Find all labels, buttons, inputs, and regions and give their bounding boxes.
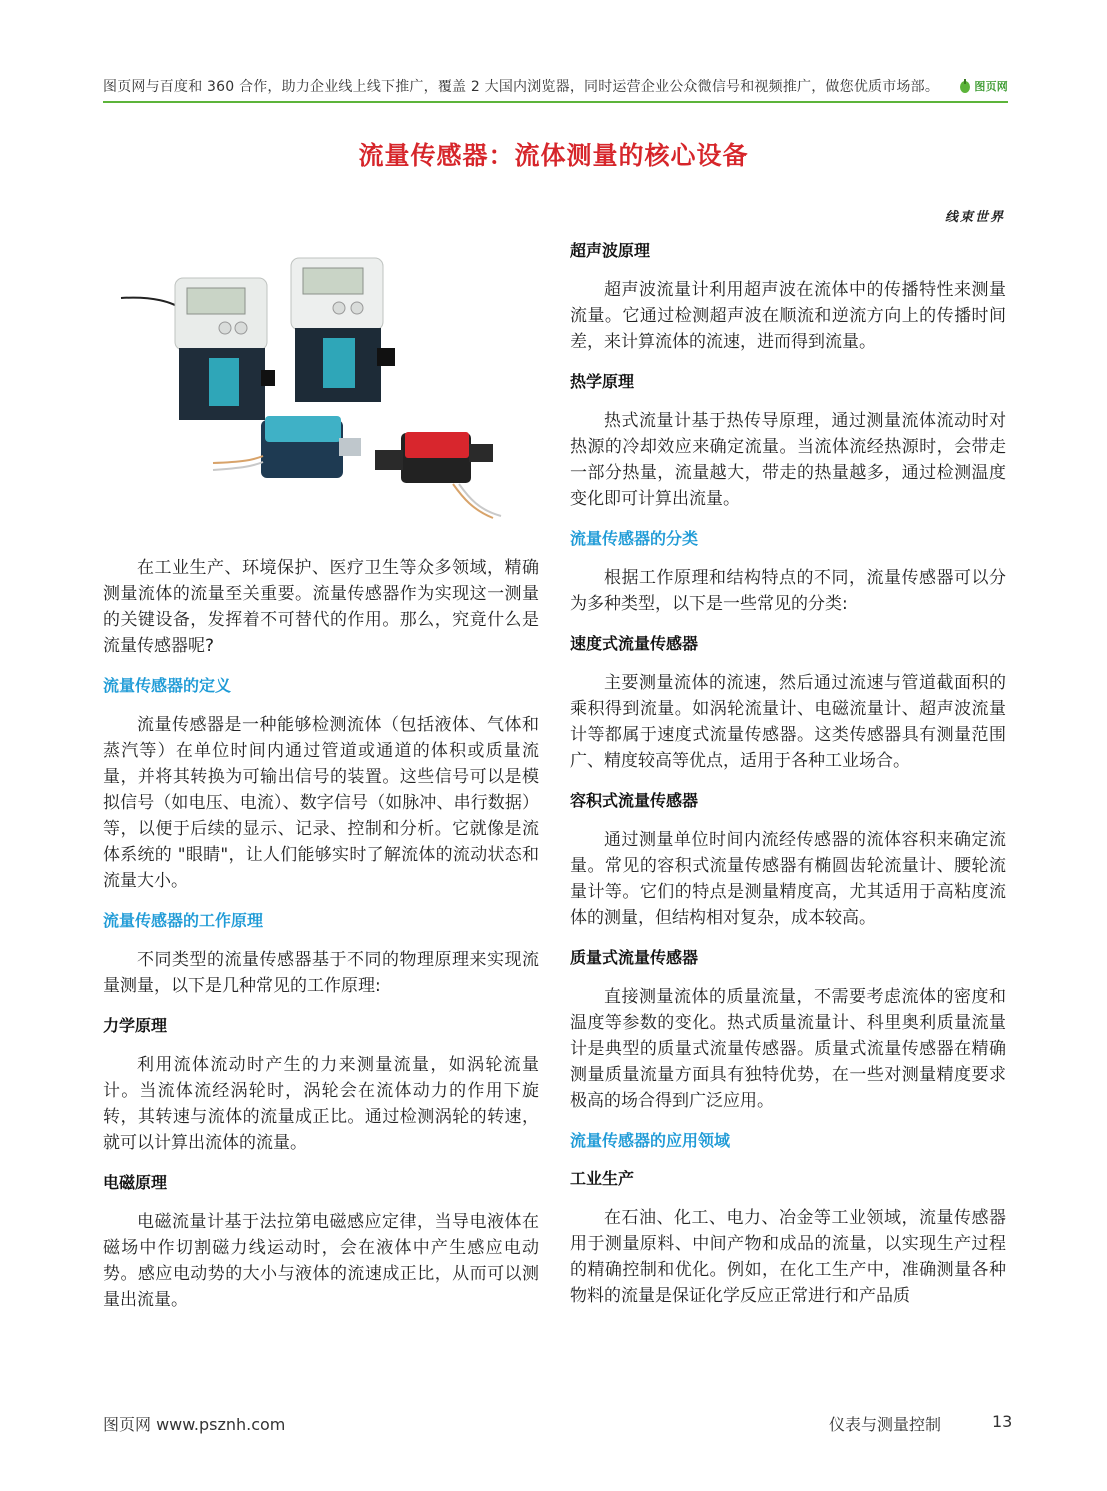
industry-paragraph: 在石油、化工、电力、冶金等工业领域，流量传感器用于测量原料、中间产物和成品的流量，以实现生产过程的精确控制和优化。例如，在化工生产中，准确测量各种物料的流量是保证化学反应正常进行和产品质	[570, 1208, 1006, 1306]
section-heading-application: 流量传感器的应用领域	[570, 1131, 731, 1150]
ultrasonic-paragraph: 超声波流量计利用超声波在流体中的传播特性来测量流量。它通过检测超声波在顺流和逆流方向上的传播时间差，来计算流体的流速，进而得到流量。	[570, 280, 1006, 352]
classification-intro-paragraph: 根据工作原理和结构特点的不同，流量传感器可以分为多种类型，以下是一些常见的分类:	[570, 568, 1006, 614]
left-column	[103, 555, 539, 1328]
header-rule	[103, 101, 1008, 103]
subheading-ultrasonic: 超声波原理	[570, 241, 651, 260]
leaf-logo-icon	[958, 78, 972, 94]
mass-paragraph: 直接测量流体的质量流量，不需要考虑流体的密度和温度等参数的变化。热式质量流量计、科里奥利质量流量计是典型的质量式流量传感器。质量式流量传感器在精确测量质量流量方面具有独特优势，在一些对测量精度要求极高的场合得到广泛应用。	[570, 987, 1006, 1111]
thermal-paragraph: 热式流量计基于热传导原理，通过测量流体流动时对热源的冷却效应来确定流量。当流体流经热源时，会带走一部分热量，流量越大，带走的热量越多，通过检测温度变化即可计算出流量。	[570, 411, 1006, 509]
section-heading-principle: 流量传感器的工作原理	[103, 911, 264, 930]
velocity-paragraph: 主要测量流体的流速，然后通过流速与管道截面积的乘积得到流量。如涡轮流量计、电磁流量计、超声波流量计等都属于速度式流量传感器。这类传感器具有测量范围广、精度较高等优点，适用于各种工业场合。	[570, 673, 1006, 771]
volumetric-paragraph: 通过测量单位时间内流经传感器的流体容积来确定流量。常见的容积式流量传感器有椭圆齿轮流量计、腰轮流量计等。它们的特点是测量精度高，尤其适用于高粘度流体的测量，但结构相对复杂，成本较高。	[570, 830, 1006, 928]
subheading-mass: 质量式流量传感器	[570, 948, 699, 967]
mechanical-paragraph: 利用流体流动时产生的力来测量流量，如涡轮流量计。当流体流经涡轮时，涡轮会在流体动力的作用下旋转，其转速与流体的流量成正比。通过检测涡轮的转速，就可以计算出流体的流量。	[103, 1055, 539, 1153]
logo-text: 图页网	[974, 80, 1008, 93]
top-banner	[103, 76, 1008, 100]
subheading-industry: 工业生产	[570, 1169, 635, 1188]
banner-text: 图页网与百度和 360 合作，助力企业线上线下推广，覆盖 2 大国内浏览器，同时运营企业公众微信号和视频推广，做您优质市场部。	[103, 79, 940, 95]
subheading-velocity: 速度式流量传感器	[570, 634, 699, 653]
subheading-thermal: 热学原理	[570, 372, 635, 391]
principle-intro-paragraph: 不同类型的流量传感器基于不同的物理原理来实现流量测量，以下是几种常见的工作原理:	[103, 950, 539, 996]
subheading-volumetric: 容积式流量传感器	[570, 791, 699, 810]
section-heading-definition: 流量传感器的定义	[103, 676, 232, 695]
intro-paragraph: 在工业生产、环境保护、医疗卫生等众多领域，精确测量流体的流量至关重要。流量传感器作为实现这一测量的关键设备，发挥着不可替代的作用。那么，究竟什么是流量传感器呢?	[103, 558, 539, 656]
footer-journal-name: 仪表与测量控制	[829, 1415, 942, 1434]
subheading-electromagnetic: 电磁原理	[103, 1173, 168, 1192]
footer-site-link[interactable]: 图页网 www.psznh.com	[103, 1415, 286, 1434]
article-title: 流量传感器：流体测量的核心设备	[358, 141, 749, 170]
subheading-mechanical: 力学原理	[103, 1016, 168, 1035]
section-heading-classification: 流量传感器的分类	[570, 529, 699, 548]
right-column	[570, 239, 1006, 1324]
page-number: 13	[992, 1412, 1013, 1431]
article-author: 线束世界	[944, 210, 1005, 225]
flow-sensor-photo	[113, 248, 530, 528]
electromagnetic-paragraph: 电磁流量计基于法拉第电磁感应定律，当导电液体在磁场中作切割磁力线运动时，会在液体中产生感应电动势。感应电动势的大小与液体的流速成正比，从而可以测量出流量。	[103, 1212, 539, 1310]
definition-paragraph: 流量传感器是一种能够检测流体（包括液体、气体和蒸汽等）在单位时间内通过管道或通道的体积或质量流量，并将其转换为可输出信号的装置。这些信号可以是模拟信号（如电压、电流）、数字信号（如脉冲、串行数据）等，以便于后续的显示、记录、控制和分析。它就像是流体系统的 "眼睛"，让人们能够实时了解流体的流动状态和流量大小。	[103, 715, 539, 891]
site-logo[interactable]	[958, 78, 1008, 94]
